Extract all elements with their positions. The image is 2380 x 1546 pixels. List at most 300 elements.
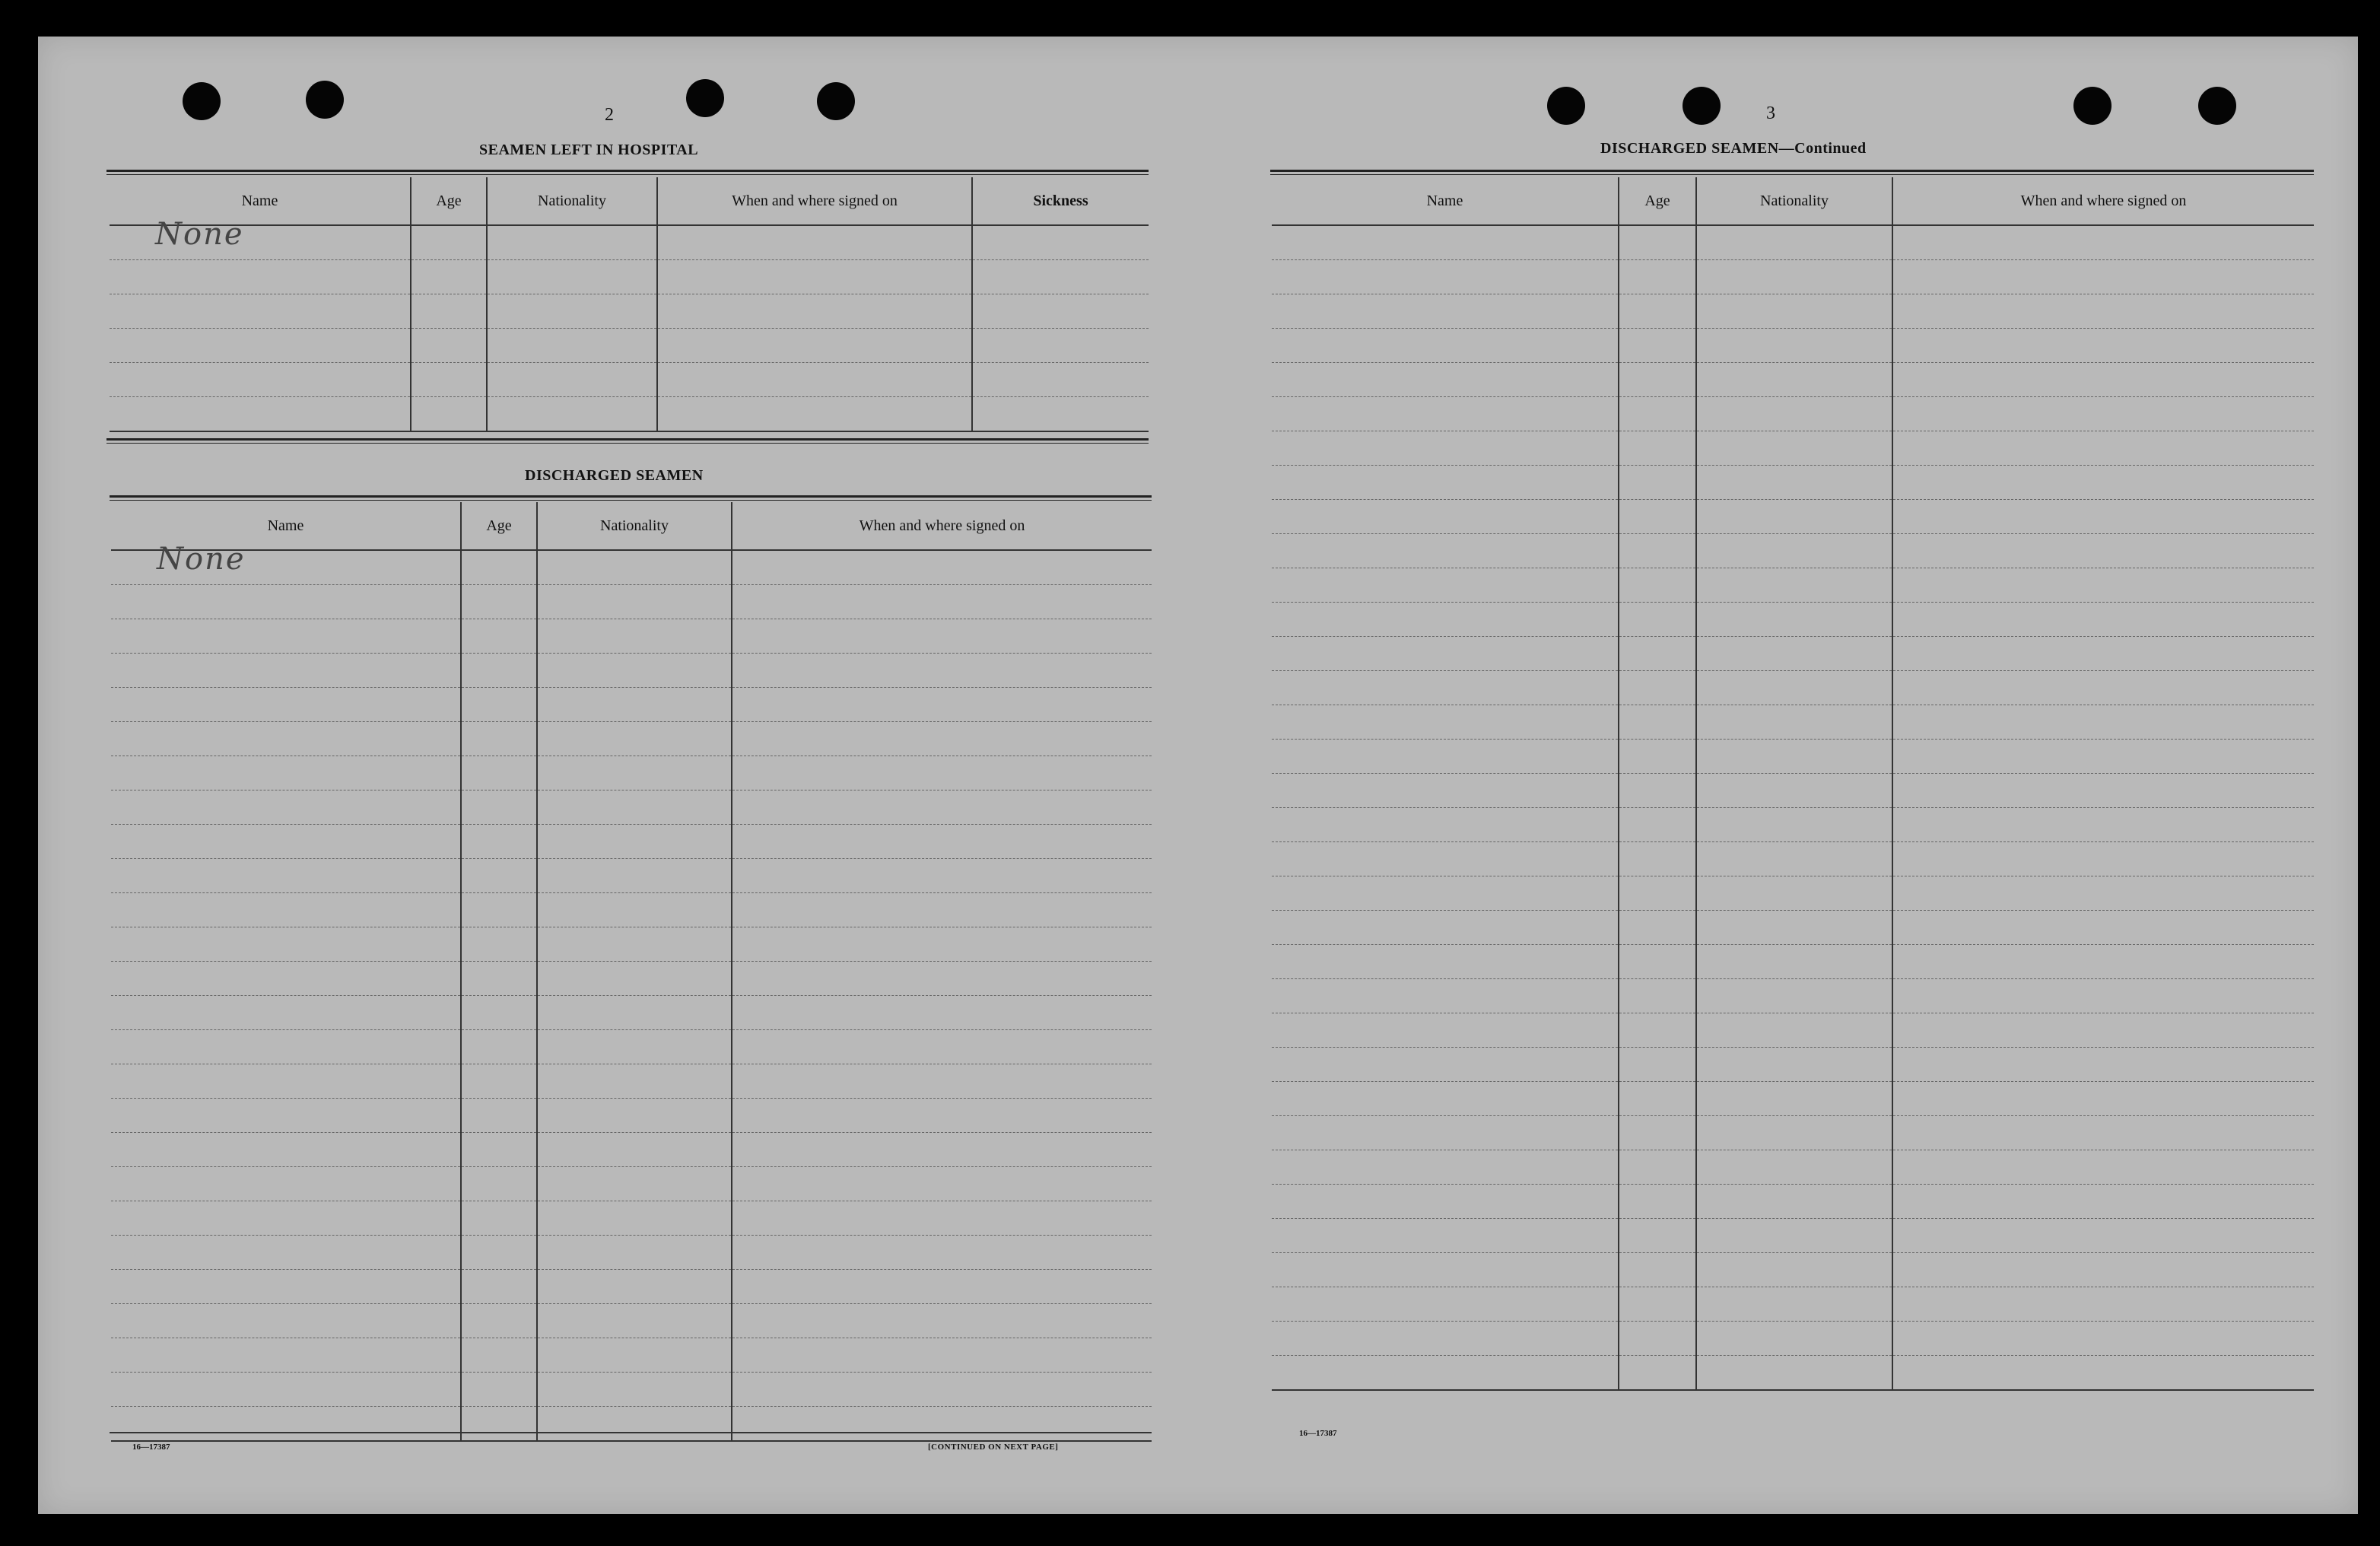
table-cell xyxy=(1696,1219,1892,1253)
table-row xyxy=(111,1030,1152,1064)
table-cell xyxy=(111,1304,461,1338)
table-cell xyxy=(972,225,1149,260)
table-cell xyxy=(1696,363,1892,397)
table-cell xyxy=(461,688,537,722)
table-row xyxy=(1272,1013,2314,1048)
table-cell xyxy=(111,1030,461,1064)
table-row xyxy=(1272,534,2314,568)
table-cell xyxy=(1892,945,2314,979)
table-cell xyxy=(732,1133,1152,1167)
table-cell xyxy=(111,1167,461,1201)
table-cell xyxy=(1619,294,1696,329)
table-cell xyxy=(1696,911,1892,945)
column-header-sickness: Sickness xyxy=(972,177,1149,225)
table-cell xyxy=(537,1407,732,1442)
table-cell xyxy=(732,619,1152,654)
hospital-table xyxy=(110,177,1149,432)
table-row xyxy=(111,550,1152,585)
table-header-row xyxy=(1272,177,2314,225)
table-cell xyxy=(411,397,487,432)
table-cell xyxy=(537,550,732,585)
table-cell xyxy=(111,1201,461,1236)
table-cell xyxy=(1619,1116,1696,1150)
table-row xyxy=(1272,1219,2314,1253)
column-header-name: Name xyxy=(1272,177,1619,225)
table-cell xyxy=(1696,466,1892,500)
table-cell xyxy=(1619,842,1696,876)
table-cell xyxy=(1696,397,1892,431)
table-cell xyxy=(657,260,972,294)
table-cell xyxy=(1272,1013,1619,1048)
table-cell xyxy=(111,790,461,825)
table-cell xyxy=(1696,1185,1892,1219)
table-cell xyxy=(537,1236,732,1270)
table-cell xyxy=(1619,500,1696,534)
table-cell xyxy=(1619,568,1696,603)
table-cell xyxy=(537,585,732,619)
table-row xyxy=(1272,842,2314,876)
table-cell xyxy=(1619,1356,1696,1391)
table-cell xyxy=(972,397,1149,432)
table-row xyxy=(1272,1185,2314,1219)
table-row xyxy=(110,294,1149,329)
table-row xyxy=(111,1064,1152,1099)
table-cell xyxy=(110,217,411,260)
table-row xyxy=(1272,431,2314,466)
table-cell xyxy=(1696,294,1892,329)
table-cell xyxy=(657,363,972,397)
table-cell xyxy=(1892,397,2314,431)
table-cell xyxy=(732,550,1152,585)
table-cell xyxy=(461,1338,537,1373)
table-cell xyxy=(1892,260,2314,294)
table-cell xyxy=(1619,1322,1696,1356)
table-row xyxy=(1272,1356,2314,1391)
table-cell xyxy=(537,654,732,688)
table-cell xyxy=(1619,637,1696,671)
table-cell xyxy=(1619,1287,1696,1322)
table-cell xyxy=(1696,945,1892,979)
table-cell xyxy=(1272,842,1619,876)
table-cell xyxy=(972,260,1149,294)
table-cell xyxy=(537,927,732,962)
table-row xyxy=(111,1133,1152,1167)
column-header-nationality: Nationality xyxy=(1696,177,1892,225)
table-cell xyxy=(1272,945,1619,979)
table-cell xyxy=(1272,397,1619,431)
table-cell xyxy=(732,893,1152,927)
table-cell xyxy=(1892,603,2314,637)
table-row xyxy=(1272,329,2314,363)
table-cell xyxy=(1892,363,2314,397)
page-number-left: 2 xyxy=(605,105,614,125)
table-row xyxy=(111,927,1152,962)
table-cell xyxy=(1892,1253,2314,1287)
table-cell xyxy=(411,294,487,329)
table-cell xyxy=(1696,1150,1892,1185)
table-cell xyxy=(1696,1082,1892,1116)
table-cell xyxy=(1696,740,1892,774)
table-cell xyxy=(1272,740,1619,774)
table-row xyxy=(1272,397,2314,431)
table-cell xyxy=(111,1099,461,1133)
table-cell xyxy=(732,1167,1152,1201)
table-cell xyxy=(1272,671,1619,705)
table-cell xyxy=(732,790,1152,825)
table-row xyxy=(1272,1253,2314,1287)
table-cell xyxy=(110,294,411,329)
punch-hole xyxy=(686,79,724,117)
table-cell xyxy=(110,363,411,397)
table-cell xyxy=(461,1373,537,1407)
table-cell xyxy=(111,1270,461,1304)
table-cell xyxy=(732,1099,1152,1133)
table-header-row xyxy=(110,177,1149,225)
table-row xyxy=(1272,603,2314,637)
table-cell xyxy=(1696,1356,1892,1391)
table-cell xyxy=(537,1304,732,1338)
table-cell xyxy=(1892,911,2314,945)
table-cell xyxy=(1696,225,1892,260)
table-row xyxy=(111,1201,1152,1236)
table-cell xyxy=(461,1407,537,1442)
table-cell xyxy=(1272,431,1619,466)
table-cell xyxy=(461,1064,537,1099)
table-row xyxy=(1272,568,2314,603)
table-cell xyxy=(732,654,1152,688)
table-cell xyxy=(1892,568,2314,603)
table-row xyxy=(1272,1082,2314,1116)
table-cell xyxy=(1892,1185,2314,1219)
table-cell xyxy=(1892,1150,2314,1185)
table-cell xyxy=(537,825,732,859)
table-cell xyxy=(732,1407,1152,1442)
table-cell xyxy=(1892,740,2314,774)
table-cell xyxy=(411,260,487,294)
table-row xyxy=(1272,671,2314,705)
table-row xyxy=(111,654,1152,688)
table-cell xyxy=(1696,431,1892,466)
table-cell xyxy=(1892,534,2314,568)
table-cell xyxy=(1696,260,1892,294)
table-row xyxy=(1272,876,2314,911)
bottom-rule-left xyxy=(110,1432,1152,1433)
table-row xyxy=(1272,911,2314,945)
table-cell xyxy=(732,1064,1152,1099)
table-cell xyxy=(1892,1082,2314,1116)
punch-hole xyxy=(306,81,344,119)
table-cell xyxy=(657,294,972,329)
table-cell xyxy=(537,1064,732,1099)
table-row xyxy=(1272,1048,2314,1082)
table-cell xyxy=(1272,500,1619,534)
table-cell xyxy=(487,329,657,363)
table-cell xyxy=(461,1236,537,1270)
table-cell xyxy=(461,619,537,654)
table-row xyxy=(111,1407,1152,1442)
table-cell xyxy=(1892,1219,2314,1253)
table-cell xyxy=(1892,431,2314,466)
table-row xyxy=(1272,705,2314,740)
table-cell xyxy=(1619,329,1696,363)
bottom-rule-hospital xyxy=(106,438,1149,444)
table-cell xyxy=(1892,1013,2314,1048)
table-cell xyxy=(1619,1048,1696,1082)
table-cell xyxy=(537,1373,732,1407)
table-cell xyxy=(1619,397,1696,431)
section-title-discharged-continued: DISCHARGED SEAMEN—Continued xyxy=(1600,140,1867,157)
table-cell xyxy=(411,363,487,397)
handwritten-entry: None xyxy=(157,542,246,577)
table-cell xyxy=(111,722,461,756)
table-cell xyxy=(1696,774,1892,808)
table-cell xyxy=(111,825,461,859)
table-cell xyxy=(111,542,461,585)
table-cell xyxy=(1696,671,1892,705)
table-cell xyxy=(461,1201,537,1236)
table-row xyxy=(111,1373,1152,1407)
table-cell xyxy=(1619,1253,1696,1287)
discharged-continued-table xyxy=(1272,177,2314,1391)
table-cell xyxy=(461,1167,537,1201)
column-header-signed-on: When and where signed on xyxy=(1892,177,2314,225)
table-cell xyxy=(1272,1322,1619,1356)
table-cell xyxy=(411,329,487,363)
table-cell xyxy=(1892,808,2314,842)
table-cell xyxy=(537,1270,732,1304)
table-cell xyxy=(111,756,461,790)
punch-hole xyxy=(817,82,855,120)
table-cell xyxy=(111,859,461,893)
table-row xyxy=(111,962,1152,996)
table-row xyxy=(1272,740,2314,774)
top-rule-right xyxy=(1270,170,2314,175)
table-row xyxy=(110,225,1149,260)
table-row xyxy=(110,329,1149,363)
table-cell xyxy=(1696,568,1892,603)
table-row xyxy=(1272,637,2314,671)
table-cell xyxy=(1619,431,1696,466)
table-cell xyxy=(657,225,972,260)
table-cell xyxy=(1696,1048,1892,1082)
table-cell xyxy=(1272,534,1619,568)
hospital-table-body xyxy=(110,217,1149,431)
table-cell xyxy=(111,893,461,927)
table-cell xyxy=(1272,1253,1619,1287)
table-cell xyxy=(111,1064,461,1099)
discharged-table-body xyxy=(111,542,1152,1441)
column-header-age: Age xyxy=(461,502,537,550)
table-cell xyxy=(732,1338,1152,1373)
table-cell xyxy=(1892,294,2314,329)
table-cell xyxy=(972,294,1149,329)
table-cell xyxy=(111,654,461,688)
table-cell xyxy=(111,585,461,619)
table-cell xyxy=(111,1338,461,1373)
table-cell xyxy=(1696,1253,1892,1287)
table-cell xyxy=(1272,1116,1619,1150)
table-cell xyxy=(1272,774,1619,808)
document-sheet xyxy=(38,37,2358,1514)
top-rule-hospital xyxy=(106,170,1149,175)
table-cell xyxy=(537,756,732,790)
table-cell xyxy=(1272,979,1619,1013)
table-cell xyxy=(1619,911,1696,945)
table-cell xyxy=(1619,774,1696,808)
table-cell xyxy=(1619,1082,1696,1116)
table-cell xyxy=(1892,1356,2314,1391)
column-header-name: Name xyxy=(111,502,461,550)
table-cell xyxy=(461,1133,537,1167)
table-row xyxy=(1272,808,2314,842)
table-row xyxy=(1272,1116,2314,1150)
table-cell xyxy=(111,962,461,996)
table-cell xyxy=(1272,637,1619,671)
table-row xyxy=(111,859,1152,893)
table-cell xyxy=(1696,534,1892,568)
table-cell xyxy=(1619,534,1696,568)
table-cell xyxy=(537,859,732,893)
table-cell xyxy=(1619,671,1696,705)
table-cell xyxy=(1619,876,1696,911)
table-cell xyxy=(461,996,537,1030)
table-cell xyxy=(1696,1287,1892,1322)
table-cell xyxy=(537,996,732,1030)
table-cell xyxy=(732,927,1152,962)
table-cell xyxy=(1696,500,1892,534)
section-title-discharged: DISCHARGED SEAMEN xyxy=(525,467,704,484)
table-cell xyxy=(111,688,461,722)
table-cell xyxy=(461,722,537,756)
table-cell xyxy=(1892,500,2314,534)
table-cell xyxy=(487,294,657,329)
table-cell xyxy=(1696,637,1892,671)
table-cell xyxy=(537,893,732,927)
table-cell xyxy=(1272,294,1619,329)
punch-hole xyxy=(183,82,221,120)
table-row xyxy=(1272,1287,2314,1322)
table-cell xyxy=(461,962,537,996)
table-cell xyxy=(657,329,972,363)
column-header-nationality: Nationality xyxy=(487,177,657,225)
table-cell xyxy=(537,790,732,825)
table-row xyxy=(111,1304,1152,1338)
table-cell xyxy=(732,585,1152,619)
table-cell xyxy=(1619,363,1696,397)
table-cell xyxy=(537,619,732,654)
table-row xyxy=(111,996,1152,1030)
table-cell xyxy=(1619,740,1696,774)
punch-hole xyxy=(2198,87,2236,125)
table-cell xyxy=(1892,1287,2314,1322)
table-cell xyxy=(111,619,461,654)
table-row xyxy=(111,1099,1152,1133)
table-cell xyxy=(461,1304,537,1338)
table-cell xyxy=(461,790,537,825)
table-cell xyxy=(732,1373,1152,1407)
table-cell xyxy=(1272,1082,1619,1116)
table-row xyxy=(1272,1322,2314,1356)
table-cell xyxy=(732,688,1152,722)
table-cell xyxy=(1696,603,1892,637)
table-cell xyxy=(732,1030,1152,1064)
table-row xyxy=(111,893,1152,927)
table-cell xyxy=(111,1373,461,1407)
table-cell xyxy=(487,225,657,260)
table-cell xyxy=(1696,842,1892,876)
table-cell xyxy=(657,397,972,432)
table-cell xyxy=(111,1133,461,1167)
table-row xyxy=(111,825,1152,859)
table-cell xyxy=(1272,876,1619,911)
table-row xyxy=(1272,979,2314,1013)
punch-hole xyxy=(1683,87,1721,125)
table-cell xyxy=(1619,225,1696,260)
column-header-signed-on: When and where signed on xyxy=(657,177,972,225)
table-cell xyxy=(1892,1116,2314,1150)
table-cell xyxy=(461,654,537,688)
table-cell xyxy=(1892,842,2314,876)
table-cell xyxy=(1892,1048,2314,1082)
table-cell xyxy=(110,397,411,432)
table-cell xyxy=(537,1167,732,1201)
table-row xyxy=(1272,363,2314,397)
table-cell xyxy=(537,688,732,722)
table-cell xyxy=(1272,1287,1619,1322)
top-rule-discharged xyxy=(110,495,1152,501)
table-cell xyxy=(1619,808,1696,842)
table-cell xyxy=(1619,1185,1696,1219)
column-header-age: Age xyxy=(1619,177,1696,225)
table-cell xyxy=(1272,466,1619,500)
table-cell xyxy=(461,550,537,585)
table-cell xyxy=(1696,876,1892,911)
table-cell xyxy=(537,1133,732,1167)
table-cell xyxy=(972,329,1149,363)
table-cell xyxy=(1272,1185,1619,1219)
table-row xyxy=(1272,774,2314,808)
table-cell xyxy=(1272,1150,1619,1185)
table-cell xyxy=(1892,774,2314,808)
table-cell xyxy=(1892,705,2314,740)
table-cell xyxy=(537,1030,732,1064)
table-cell xyxy=(461,927,537,962)
table-cell xyxy=(1619,466,1696,500)
continued-note: [CONTINUED ON NEXT PAGE] xyxy=(928,1443,1059,1452)
table-row xyxy=(111,722,1152,756)
table-cell xyxy=(461,756,537,790)
section-title-hospital: SEAMEN LEFT IN HOSPITAL xyxy=(479,142,699,158)
table-cell xyxy=(1696,329,1892,363)
table-cell xyxy=(537,962,732,996)
table-cell xyxy=(1619,705,1696,740)
table-cell xyxy=(537,1338,732,1373)
form-code-left: 16—17387 xyxy=(132,1443,170,1452)
table-cell xyxy=(461,859,537,893)
table-cell xyxy=(1892,1322,2314,1356)
table-row xyxy=(110,363,1149,397)
table-cell xyxy=(461,585,537,619)
table-cell xyxy=(1619,603,1696,637)
table-row xyxy=(110,260,1149,294)
table-row xyxy=(111,1338,1152,1373)
table-cell xyxy=(1892,671,2314,705)
form-code-right: 16—17387 xyxy=(1299,1429,1337,1438)
table-cell xyxy=(972,363,1149,397)
table-row xyxy=(111,1167,1152,1201)
table-cell xyxy=(461,1030,537,1064)
table-row xyxy=(111,1270,1152,1304)
